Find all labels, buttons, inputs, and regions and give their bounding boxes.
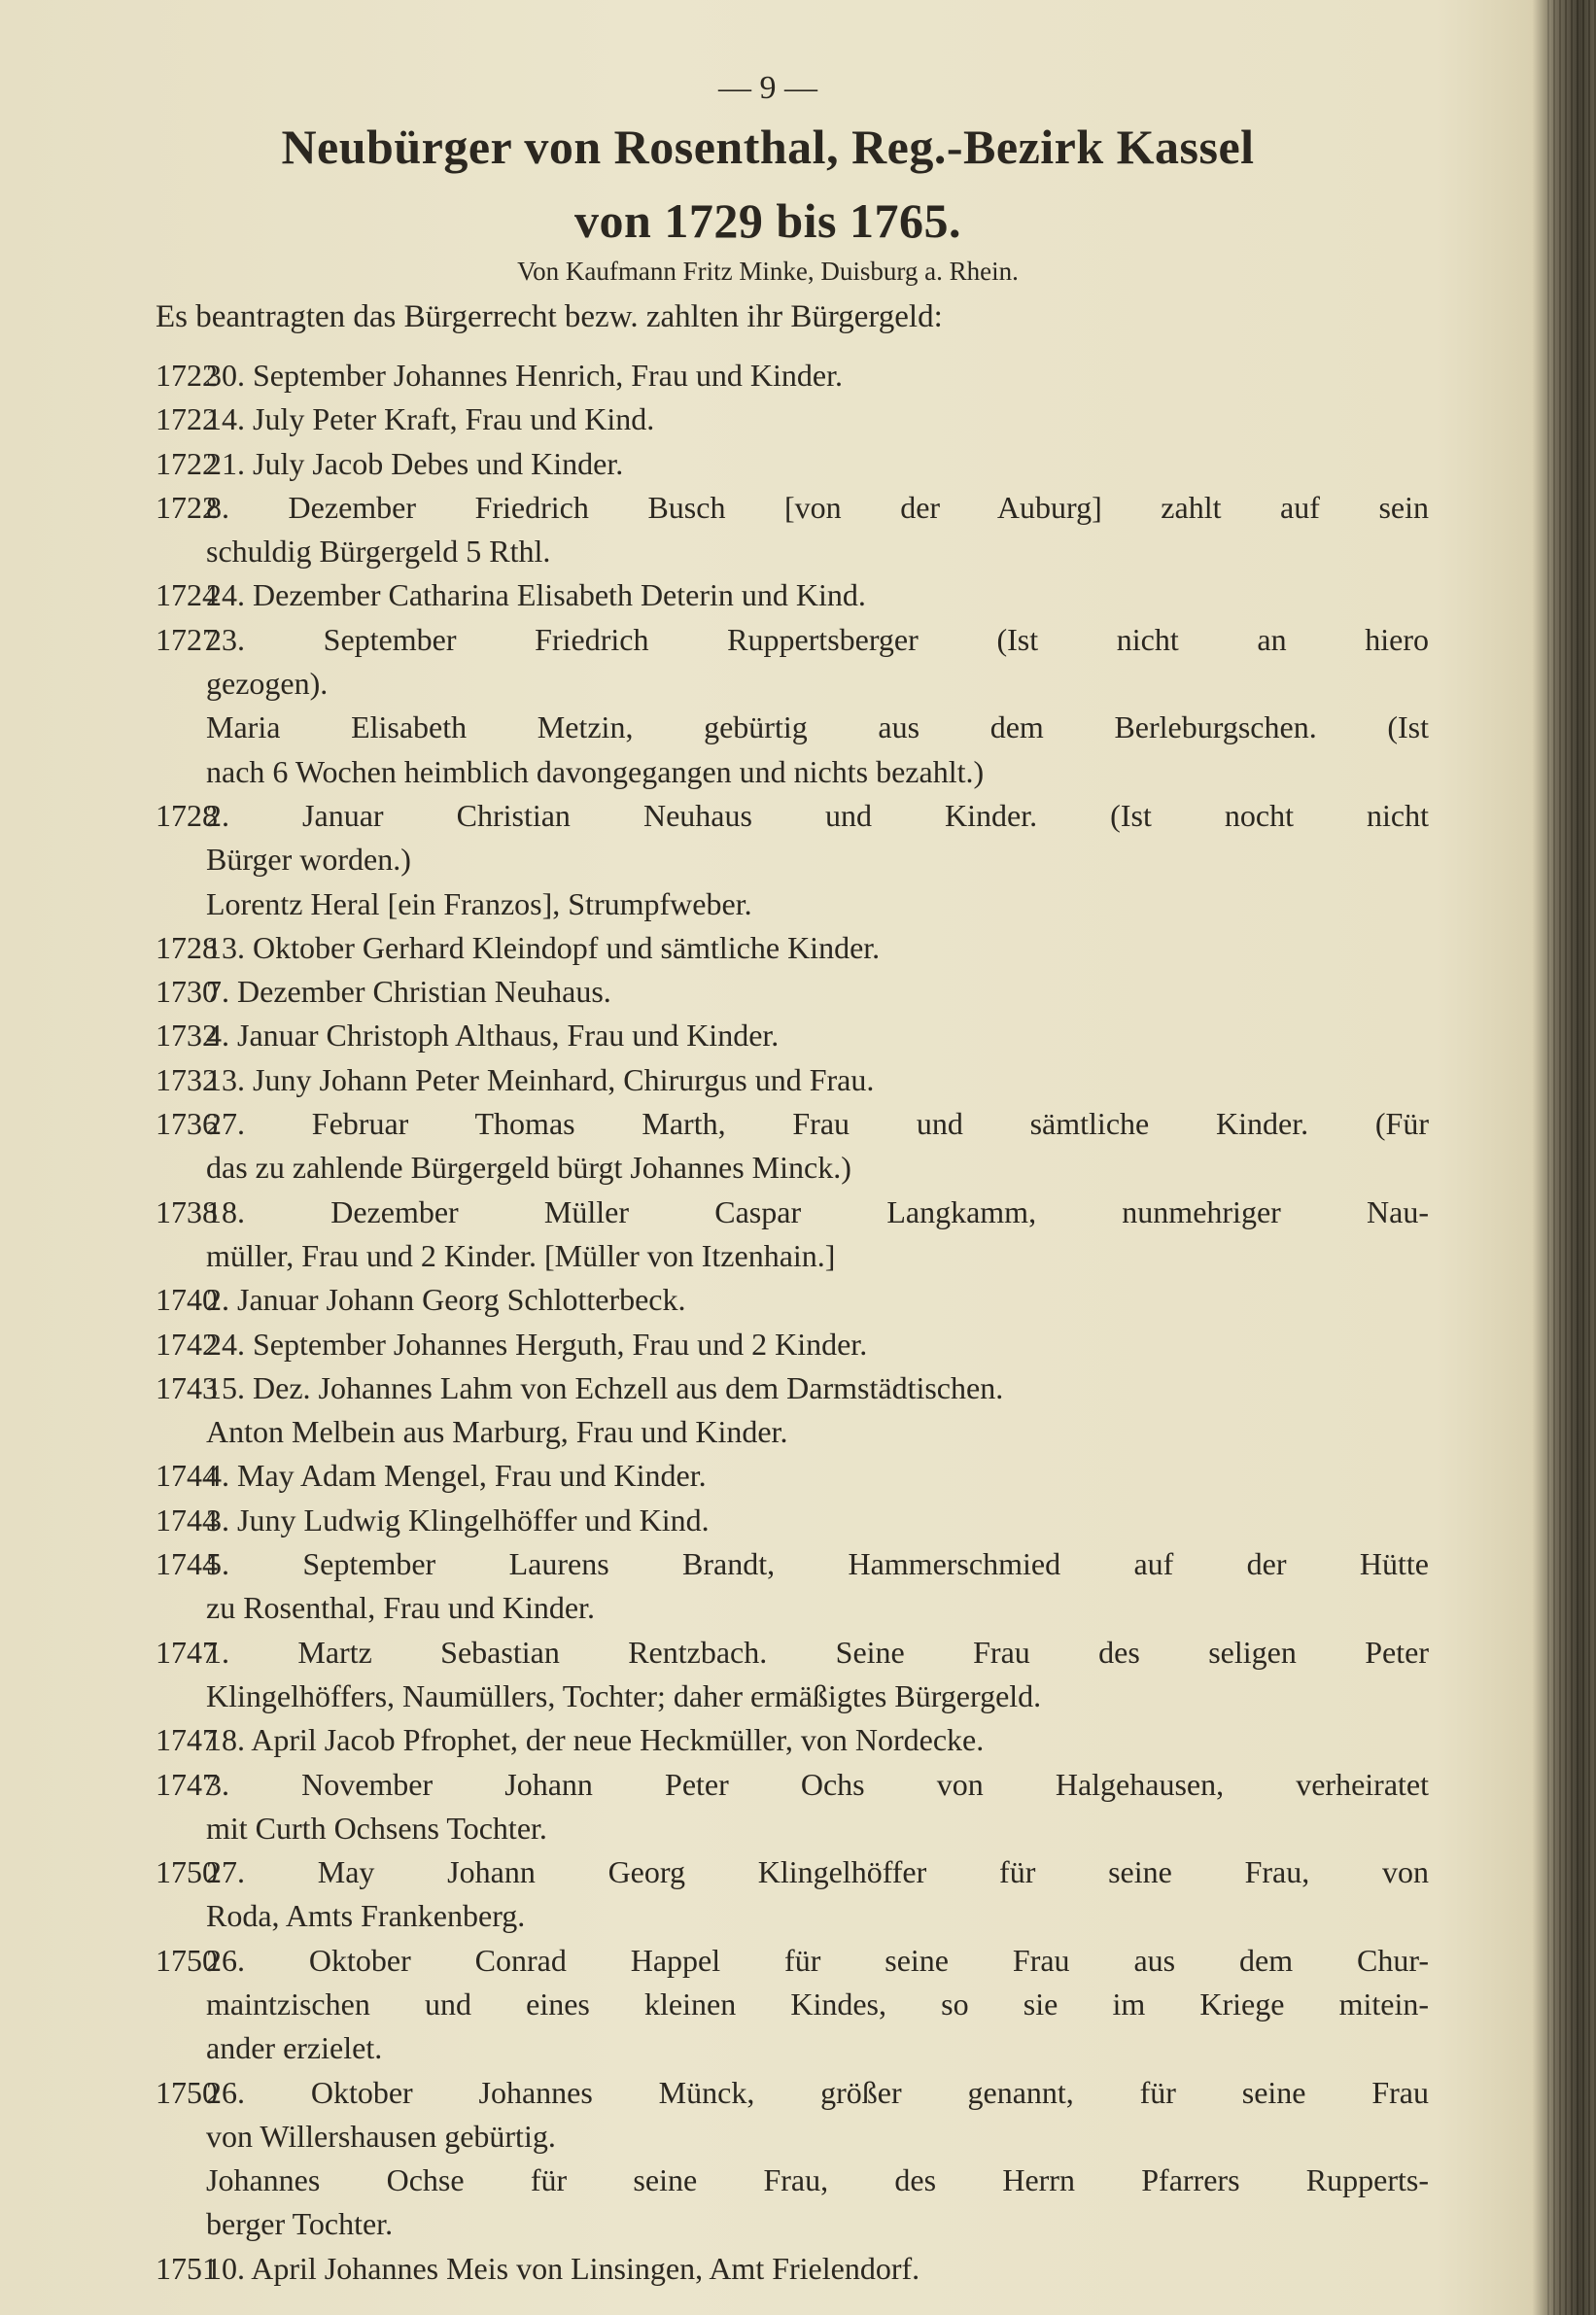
entry-year: 1744 bbox=[156, 1502, 218, 1538]
entry-year: 1747 bbox=[156, 1634, 218, 1670]
entry-line bbox=[156, 1234, 1429, 1278]
entry-text: 4. Januar Christoph Althaus, Frau und Kinder. bbox=[206, 1018, 780, 1054]
entry-line bbox=[156, 397, 1429, 441]
entry-line bbox=[156, 1631, 1429, 1675]
entry-year: 1732 bbox=[156, 1018, 218, 1054]
entry-year: 1730 bbox=[156, 974, 218, 1010]
entry-line bbox=[156, 2071, 1429, 2115]
entry-text: 3. November Johann Peter Ochs von Halgehausen, verheiratet bbox=[206, 1766, 1429, 1802]
entry-year: 1750 bbox=[156, 2074, 218, 2110]
register-entry bbox=[156, 1191, 1429, 1279]
register-entry bbox=[156, 2071, 1429, 2160]
entry-line bbox=[156, 1499, 1429, 1542]
entry-line bbox=[156, 573, 1429, 617]
register-entry bbox=[156, 1542, 1429, 1631]
register-entry bbox=[156, 794, 1429, 882]
entry-text: berger Tochter. bbox=[206, 2206, 394, 2242]
entry-year bbox=[156, 838, 206, 881]
entry-line bbox=[156, 750, 1429, 794]
entry-text: 23. September Friedrich Ruppertsberger (Ist nicht an hiero bbox=[206, 621, 1429, 657]
entry-year bbox=[156, 1807, 206, 1850]
entry-year: 1722 bbox=[156, 401, 218, 437]
author-byline: Von Kaufmann Fritz Minke, Duisburg a. Rhein. bbox=[517, 257, 1019, 286]
entry-year: 1732 bbox=[156, 1061, 218, 1097]
entry-text: Bürger worden.) bbox=[206, 842, 411, 878]
entry-year: 1751 bbox=[156, 2250, 218, 2286]
entry-line bbox=[156, 1850, 1429, 1894]
entry-text: von Willershausen gebürtig. bbox=[206, 2118, 556, 2154]
entry-line bbox=[156, 1102, 1429, 1146]
entry-line bbox=[156, 1146, 1429, 1190]
entry-text: 15. Dez. Johannes Lahm von Echzell aus dem Darmstädtischen. bbox=[206, 1369, 1004, 1405]
register-entry bbox=[156, 354, 1429, 397]
book-binding-edge bbox=[1547, 0, 1596, 2315]
register-entry bbox=[156, 1499, 1429, 1542]
entry-line bbox=[156, 1278, 1429, 1322]
page-number: — 9 — bbox=[718, 70, 817, 106]
register-entry bbox=[156, 618, 1429, 707]
register-entry bbox=[156, 442, 1429, 486]
entry-text: 2. Januar Johann Georg Schlotterbeck. bbox=[206, 1282, 686, 1318]
entry-line bbox=[156, 1058, 1429, 1102]
entry-text: 8. Dezember Friedrich Busch [von der Auburg] zahlt auf sein bbox=[206, 489, 1429, 525]
entry-year: 1736 bbox=[156, 1106, 218, 1142]
entry-text: 3. Juny Ludwig Klingelhöffer und Kind. bbox=[206, 1502, 710, 1538]
entry-text: maintzischen und eines kleinen Kindes, so sie im Kriege mitein- bbox=[206, 1986, 1429, 2021]
citizen-register-list bbox=[156, 354, 1429, 2291]
entry-line bbox=[156, 1763, 1429, 1807]
entry-year: 1742 bbox=[156, 1326, 218, 1362]
entry-text: 27. May Johann Georg Klingelhöffer für seine Frau, von bbox=[206, 1854, 1429, 1890]
entry-line bbox=[156, 882, 1429, 926]
entry-line bbox=[156, 1939, 1429, 1983]
register-entry bbox=[156, 1014, 1429, 1057]
entry-line bbox=[156, 1718, 1429, 1762]
entry-line bbox=[156, 442, 1429, 486]
entry-text: ander erzielet. bbox=[206, 2030, 383, 2066]
entry-text: mit Curth Ochsens Tochter. bbox=[206, 1810, 547, 1846]
entry-text: schuldig Bürgergeld 5 Rthl. bbox=[206, 534, 551, 570]
entry-text: 10. April Johannes Meis von Linsingen, Amt Frielendorf. bbox=[206, 2250, 920, 2286]
entry-year: 1728 bbox=[156, 929, 218, 965]
entry-year: 1727 bbox=[156, 621, 218, 657]
register-entry bbox=[156, 1410, 1429, 1454]
entry-text: 14. July Peter Kraft, Frau und Kind. bbox=[206, 401, 655, 437]
entry-text: 5. September Laurens Brandt, Hammerschmied auf der Hütte bbox=[206, 1546, 1429, 1582]
entry-year bbox=[156, 706, 206, 749]
entry-text: 18. Dezember Müller Caspar Langkamm, nunmehriger Nau- bbox=[206, 1193, 1429, 1229]
entry-line bbox=[156, 1894, 1429, 1938]
register-entry bbox=[156, 926, 1429, 970]
entry-text: 24. September Johannes Herguth, Frau und 2 Kinder. bbox=[206, 1326, 868, 1362]
entry-line bbox=[156, 1983, 1429, 2026]
register-entry bbox=[156, 1631, 1429, 1719]
entry-line bbox=[156, 1191, 1429, 1234]
entry-line bbox=[156, 2202, 1429, 2246]
entry-year bbox=[156, 2026, 206, 2070]
entry-year bbox=[156, 1410, 206, 1454]
entry-line bbox=[156, 2115, 1429, 2159]
entry-text: das zu zahlende Bürgergeld bürgt Johannes Minck.) bbox=[206, 1150, 851, 1186]
register-entry bbox=[156, 1366, 1429, 1410]
entry-year: 1750 bbox=[156, 1942, 218, 1978]
entry-year: 1743 bbox=[156, 1369, 218, 1405]
entry-year bbox=[156, 662, 206, 706]
entry-text: gezogen). bbox=[206, 666, 329, 702]
register-entry bbox=[156, 1763, 1429, 1851]
entry-year: 1724 bbox=[156, 577, 218, 613]
entry-text: 2. Januar Christian Neuhaus und Kinder. (Ist nocht nicht bbox=[206, 797, 1429, 833]
entry-year bbox=[156, 882, 206, 926]
register-entry bbox=[156, 882, 1429, 926]
entry-line bbox=[156, 618, 1429, 662]
entry-year bbox=[156, 1675, 206, 1718]
entry-year: 1722 bbox=[156, 489, 218, 525]
register-entry bbox=[156, 1718, 1429, 1762]
entry-text: 13. Oktober Gerhard Kleindopf und sämtliche Kinder. bbox=[206, 929, 881, 965]
register-entry bbox=[156, 1058, 1429, 1102]
entry-line bbox=[156, 486, 1429, 530]
entry-line bbox=[156, 1366, 1429, 1410]
register-entry bbox=[156, 1323, 1429, 1366]
entry-line bbox=[156, 706, 1429, 749]
page-title-period: von 1729 bis 1765. bbox=[574, 193, 961, 248]
entry-text: 26. Oktober Johannes Münck, größer genannt, für seine Frau bbox=[206, 2074, 1429, 2110]
entry-year: 1722 bbox=[156, 358, 218, 393]
entry-year bbox=[156, 750, 206, 794]
entry-year: 1744 bbox=[156, 1546, 218, 1582]
entry-text: Klingelhöffers, Naumüllers, Tochter; daher ermäßigtes Bürgergeld. bbox=[206, 1677, 1042, 1713]
entry-year: 1747 bbox=[156, 1722, 218, 1758]
entry-line bbox=[156, 1675, 1429, 1718]
entry-year bbox=[156, 2115, 206, 2159]
entry-year: 1744 bbox=[156, 1458, 218, 1494]
entry-line bbox=[156, 354, 1429, 397]
entry-year bbox=[156, 1983, 206, 2026]
entry-text: 30. September Johannes Henrich, Frau und Kinder. bbox=[206, 358, 843, 393]
entry-line bbox=[156, 662, 1429, 706]
entry-text: 7. Dezember Christian Neuhaus. bbox=[206, 974, 611, 1010]
entry-text: 26. Oktober Conrad Happel für seine Frau aus dem Chur- bbox=[206, 1942, 1429, 1978]
register-entry bbox=[156, 2159, 1429, 2247]
entry-line bbox=[156, 1542, 1429, 1586]
entry-text: Roda, Amts Frankenberg. bbox=[206, 1898, 526, 1934]
entry-year bbox=[156, 1234, 206, 1278]
register-entry bbox=[156, 573, 1429, 617]
entry-year bbox=[156, 1586, 206, 1630]
register-entry bbox=[156, 1102, 1429, 1191]
register-entry bbox=[156, 397, 1429, 441]
entry-text: Maria Elisabeth Metzin, gebürtig aus dem Berleburgschen. (Ist bbox=[206, 709, 1429, 745]
register-entry bbox=[156, 970, 1429, 1014]
entry-text: 13. Juny Johann Peter Meinhard, Chirurgus und Frau. bbox=[206, 1061, 875, 1097]
entry-line bbox=[156, 2159, 1429, 2202]
entry-line bbox=[156, 926, 1429, 970]
entry-text: 4. May Adam Mengel, Frau und Kinder. bbox=[206, 1458, 707, 1494]
entry-text: 1. Martz Sebastian Rentzbach. Seine Frau des seligen Peter bbox=[206, 1634, 1429, 1670]
entry-year: 1750 bbox=[156, 1854, 218, 1890]
entry-line bbox=[156, 530, 1429, 573]
entry-year: 1722 bbox=[156, 445, 218, 481]
entry-year: 1738 bbox=[156, 1193, 218, 1229]
register-entry bbox=[156, 486, 1429, 574]
entry-year: 1740 bbox=[156, 1282, 218, 1318]
entry-year bbox=[156, 2159, 206, 2202]
entry-text: 27. Februar Thomas Marth, Frau und sämtliche Kinder. (Für bbox=[206, 1106, 1429, 1142]
entry-text: 21. July Jacob Debes und Kinder. bbox=[206, 445, 624, 481]
entry-text: müller, Frau und 2 Kinder. [Müller von Itzenhain.] bbox=[206, 1237, 836, 1273]
entry-year: 1747 bbox=[156, 1766, 218, 1802]
entry-year bbox=[156, 1894, 206, 1938]
entry-text: nach 6 Wochen heimblich davongegangen und nichts bezahlt.) bbox=[206, 753, 985, 789]
entry-year bbox=[156, 2202, 206, 2246]
register-entry bbox=[156, 2247, 1429, 2291]
entry-line bbox=[156, 1807, 1429, 1850]
entry-text: Johannes Ochse für seine Frau, des Herrn Pfarrers Rupperts- bbox=[206, 2162, 1429, 2198]
page-title: Neubürger von Rosenthal, Reg.-Bezirk Kassel bbox=[281, 120, 1255, 174]
entry-year bbox=[156, 530, 206, 573]
entry-text: Lorentz Heral [ein Franzos], Strumpfweber. bbox=[206, 885, 752, 921]
entry-text: 24. Dezember Catharina Elisabeth Deterin und Kind. bbox=[206, 577, 866, 613]
entry-line bbox=[156, 794, 1429, 838]
entry-line bbox=[156, 2247, 1429, 2291]
register-entry bbox=[156, 1454, 1429, 1498]
register-entry bbox=[156, 1278, 1429, 1322]
register-entry bbox=[156, 1939, 1429, 2071]
entry-line bbox=[156, 2026, 1429, 2070]
entry-text: zu Rosenthal, Frau und Kinder. bbox=[206, 1590, 595, 1626]
entry-line bbox=[156, 1323, 1429, 1366]
register-entry bbox=[156, 706, 1429, 794]
entry-line bbox=[156, 1014, 1429, 1057]
entry-line bbox=[156, 970, 1429, 1014]
entry-year bbox=[156, 1146, 206, 1190]
register-entry bbox=[156, 1850, 1429, 1939]
entry-text: Anton Melbein aus Marburg, Frau und Kinder. bbox=[206, 1414, 788, 1450]
entry-year: 1728 bbox=[156, 797, 218, 833]
entry-line bbox=[156, 1454, 1429, 1498]
entry-line bbox=[156, 1410, 1429, 1454]
intro-text: Es beantragten das Bürgerrecht bezw. zahlten ihr Bürgergeld: bbox=[156, 299, 943, 334]
entry-line bbox=[156, 838, 1429, 881]
entry-line bbox=[156, 1586, 1429, 1630]
entry-text: 18. April Jacob Pfrophet, der neue Heckmüller, von Nordecke. bbox=[206, 1722, 985, 1758]
